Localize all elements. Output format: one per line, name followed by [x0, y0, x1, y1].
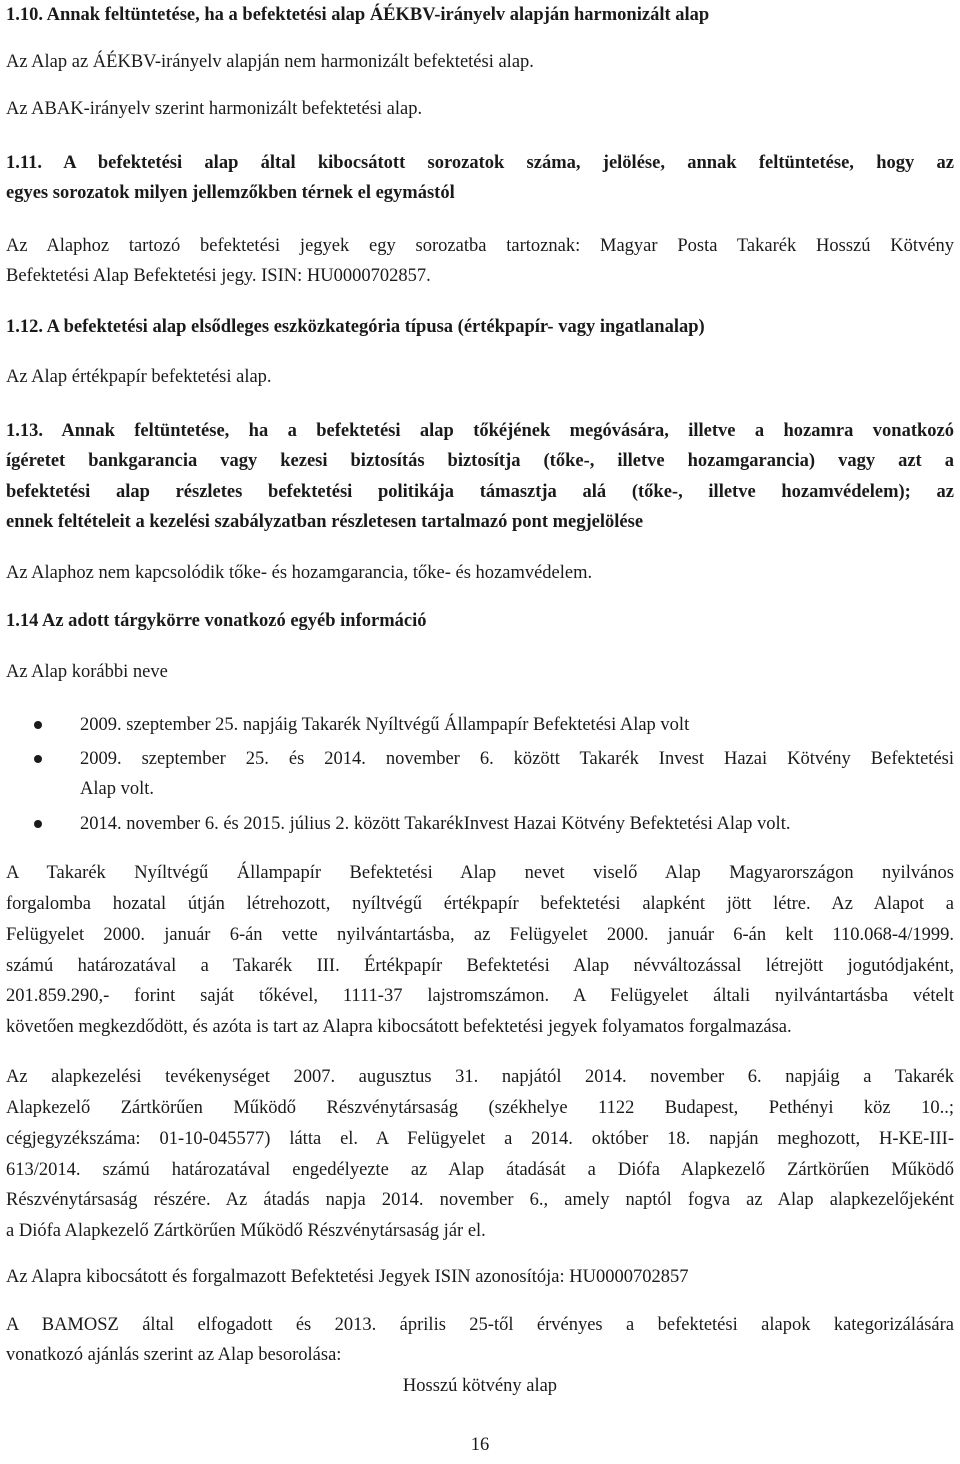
paragraph: Az ABAK-irányelv szerint harmonizált befektetési alap.	[6, 99, 423, 119]
fund-category: Hosszú kötvény alap	[402, 1376, 558, 1396]
paragraph-line: Felügyelet 2000. január 6-án vette nyilvántartásba, az Felügyelet 2000. január 6-án kelt 110.068-4/1999.	[6, 925, 954, 945]
paragraph-line: vonatkozó ajánlás szerint az Alap besorolása:	[6, 1345, 342, 1365]
section-title-cont: egyes sorozatok milyen jellemzőkben térnek el egymástól	[6, 183, 455, 203]
section-title: Annak feltüntetése, ha a befektetési alap ÁÉKBV-irányelv alapján harmonizált alap	[46, 5, 710, 25]
bullet-icon	[34, 721, 42, 729]
section-number: 1.14	[6, 611, 39, 631]
paragraph-line: 201.859.290,- forint saját tőkével, 1111-37 lajstromszámon. A Felügyelet általi nyilvántartásba vételt	[6, 986, 954, 1006]
paragraph: Az Alaphoz tartozó befektetési jegyek egy sorozatba tartoznak: Magyar Posta Takarék Hosszú Kötvény	[6, 236, 954, 256]
paragraph-line: követően megkezdődött, és azóta is tart az Alapra kibocsátott befektetési jegyek folyamatos forgalmazása.	[6, 1017, 792, 1037]
section-1-10-heading	[6, 4, 709, 26]
paragraph: Az Alap korábbi neve	[6, 662, 168, 682]
section-1-13-heading	[6, 420, 954, 442]
paragraph-line: A Takarék Nyíltvégű Állampapír Befektetési Alap nevet viselő Alap Magyarországon nyilvános	[6, 863, 954, 883]
section-number: 1.11.	[6, 153, 42, 173]
section-title: Az adott tárgykörre vonatkozó egyéb információ	[41, 611, 427, 631]
section-title: Annak feltüntetése, ha a befektetési alap tőkéjének megóvására, illetve a hozamra vonatkozó	[61, 421, 954, 441]
list-item: 2009. szeptember 25. és 2014. november 6. között Takarék Invest Hazai Kötvény Befektetési	[80, 749, 954, 769]
paragraph: Az Alap az ÁÉKBV-irányelv alapján nem harmonizált befektetési alap.	[6, 52, 534, 72]
bullet-icon	[34, 820, 42, 828]
paragraph-line: A BAMOSZ által elfogadott és 2013. április 25-től érvényes a befektetési alapok kategorizálására	[6, 1315, 954, 1335]
section-title-cont: befektetési alap részletes befektetési politikája támasztja alá (tőke-, illetve hozamvédelem); az	[6, 482, 954, 502]
list-item: 2009. szeptember 25. napjáig Takarék Nyíltvégű Állampapír Befektetési Alap volt	[80, 715, 690, 735]
section-1-11-heading	[6, 152, 954, 174]
section-1-12-heading	[6, 316, 705, 338]
list-item: 2014. november 6. és 2015. július 2. között TakarékInvest Hazai Kötvény Befektetési Alap volt.	[80, 814, 791, 834]
paragraph-line: forgalomba hozatal útján létrehozott, nyíltvégű értékpapír befektetési alapként jött létre. Az Alapot a	[6, 894, 954, 914]
list-item-cont: Alap volt.	[80, 779, 154, 799]
paragraph-line: cégjegyzékszáma: 01-10-045577) látta el. A Felügyelet a 2014. október 18. napján meghozott, H-KE-III-	[6, 1129, 954, 1149]
paragraph: Az Alapra kibocsátott és forgalmazott Befektetési Jegyek ISIN azonosítója: HU0000702857	[6, 1267, 689, 1287]
paragraph-line: Részvénytársaság részére. Az átadás napja 2014. november 6., amely naptól fogva az Alap alapkezelőjeként	[6, 1190, 954, 1210]
paragraph: Az Alap értékpapír befektetési alap.	[6, 367, 272, 387]
paragraph-line: 613/2014. számú határozatával engedélyezte az Alap átadását a Diófa Alapkezelő Zártkörűen Működő	[6, 1160, 954, 1180]
bullet-icon	[34, 755, 42, 763]
paragraph-line: Az alapkezelési tevékenységet 2007. augusztus 31. napjától 2014. november 6. napjáig a Takarék	[6, 1067, 954, 1087]
section-title-cont: ígéretet bankgarancia vagy kezesi biztosítás biztosítja (tőke-, illetve hozamgarancia) vagy azt a	[6, 451, 954, 471]
section-number: 1.13.	[6, 421, 43, 441]
section-title: A befektetési alap által kibocsátott sorozatok száma, jelölése, annak feltüntetése, hogy az	[63, 153, 954, 173]
section-number: 1.10.	[6, 5, 43, 25]
paragraph: Befektetési Alap Befektetési jegy. ISIN: HU0000702857.	[6, 266, 431, 286]
section-title-cont: ennek feltételeit a kezelési szabályzatban részletesen tartalmazó pont megjelölése	[6, 512, 644, 532]
section-title: A befektetési alap elsődleges eszközkategória típusa (értékpapír- vagy ingatlanalap)	[46, 317, 705, 337]
section-1-14-heading	[6, 610, 426, 632]
paragraph: Az Alaphoz nem kapcsolódik tőke- és hozamgarancia, tőke- és hozamvédelem.	[6, 563, 593, 583]
paragraph-line: Alapkezelő Zártkörűen Működő Részvénytársaság (székhelye 1122 Budapest, Pethényi köz 10..;	[6, 1098, 954, 1118]
page-number: 16	[470, 1435, 490, 1455]
paragraph-line: számú határozatával a Takarék III. Értékpapír Befektetési Alap névváltozással létrejött jogutódjaként,	[6, 956, 954, 976]
section-number: 1.12.	[6, 317, 43, 337]
paragraph-line: a Diófa Alapkezelő Zártkörűen Működő Részvénytársaság jár el.	[6, 1221, 486, 1241]
